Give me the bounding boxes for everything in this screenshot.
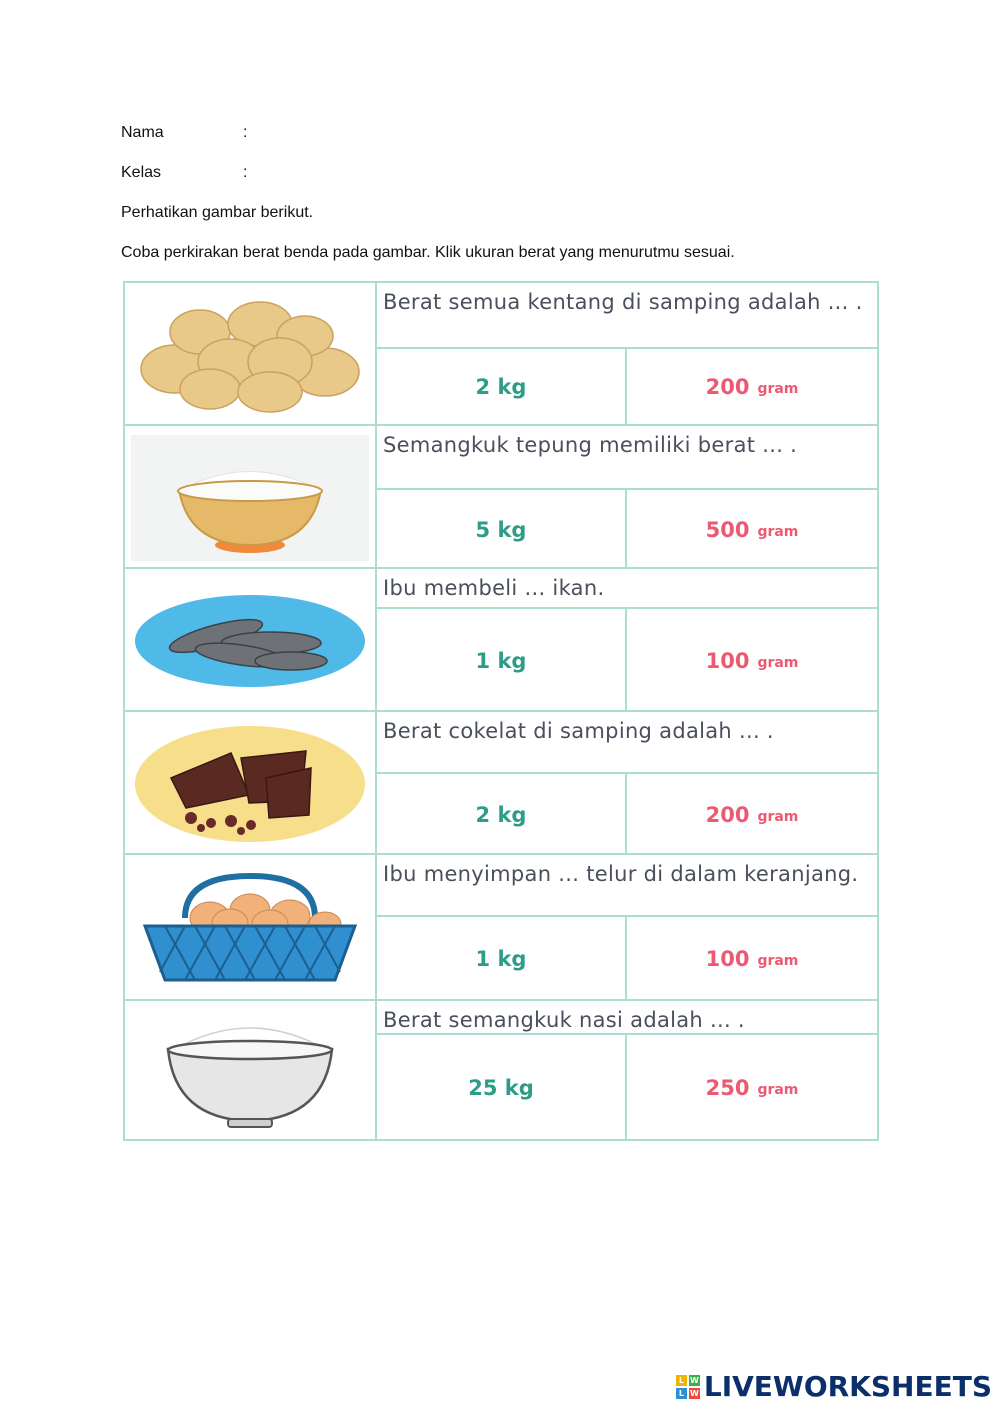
question-table — [123, 281, 879, 1141]
class-label: Kelas — [121, 164, 162, 181]
flour-bowl-image — [125, 426, 377, 569]
question-text: Berat semua kentang di samping adalah ... . — [377, 283, 877, 349]
gram-value: 500 — [705, 517, 750, 542]
potatoes-image — [125, 283, 377, 424]
gram-unit: gram — [757, 523, 799, 540]
class-field — [121, 164, 248, 182]
gram-value: 100 — [705, 648, 750, 673]
class-colon: : — [243, 164, 248, 181]
gram-unit: gram — [757, 380, 799, 397]
gram-value: 200 — [705, 802, 750, 827]
gram-unit: gram — [757, 1082, 799, 1098]
question-text: Berat semangkuk nasi adalah ... . — [377, 1001, 877, 1035]
gram-unit: gram — [757, 654, 799, 671]
question-row-5 — [125, 853, 877, 1001]
question-row-3 — [125, 567, 877, 712]
option-kg[interactable]: 1 kg — [377, 609, 627, 712]
liveworksheets-logo — [676, 1370, 992, 1403]
name-label: Nama — [121, 124, 164, 141]
name-field — [121, 124, 248, 142]
chocolate-image — [125, 712, 377, 855]
option-kg[interactable]: 2 kg — [377, 774, 627, 855]
brand-text: LIVEWORKSHEETS — [703, 1370, 992, 1403]
gram-value: 200 — [705, 374, 750, 399]
option-gram[interactable] — [627, 774, 877, 855]
question-text: Berat cokelat di samping adalah ... . — [377, 712, 877, 774]
option-kg[interactable]: 2 kg — [377, 349, 627, 424]
question-row-4 — [125, 710, 877, 855]
gram-unit: gram — [757, 808, 799, 825]
question-text: Ibu membeli ... ikan. — [377, 569, 877, 609]
option-kg[interactable]: 1 kg — [377, 917, 627, 1001]
option-kg[interactable]: 25 kg — [377, 1035, 627, 1141]
question-row-1 — [125, 283, 877, 424]
option-gram[interactable] — [627, 917, 877, 1001]
egg-basket-image — [125, 855, 377, 1001]
instruction-1: Perhatikan gambar berikut. — [121, 204, 314, 221]
option-gram[interactable] — [627, 609, 877, 712]
rice-bowl-image — [125, 1001, 377, 1141]
question-text: Ibu menyimpan ... telur di dalam keranjang. — [377, 855, 877, 917]
question-row-6 — [125, 999, 877, 1141]
name-colon: : — [243, 124, 248, 141]
fish-plate-image — [125, 569, 377, 712]
instruction-2: Coba perkirakan berat benda pada gambar. Klik ukuran berat yang menurutmu sesuai. — [121, 244, 735, 261]
option-gram[interactable] — [627, 1035, 877, 1141]
liveworksheets-icon: L W L W — [676, 1375, 700, 1399]
option-gram[interactable] — [627, 490, 877, 569]
gram-value: 250 — [705, 1076, 750, 1100]
gram-value: 100 — [705, 947, 750, 971]
gram-unit: gram — [757, 953, 799, 969]
option-kg[interactable]: 5 kg — [377, 490, 627, 569]
question-text: Semangkuk tepung memiliki berat ... . — [377, 426, 877, 490]
question-row-2 — [125, 424, 877, 569]
option-gram[interactable] — [627, 349, 877, 424]
